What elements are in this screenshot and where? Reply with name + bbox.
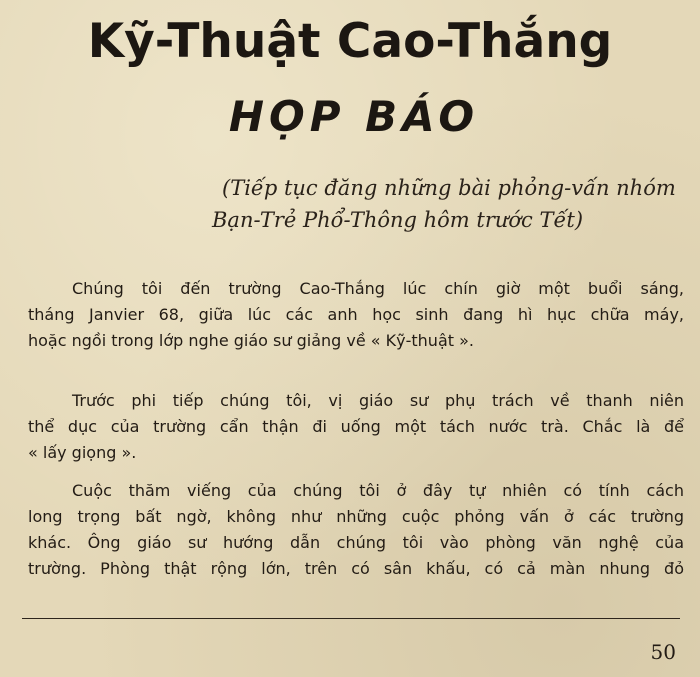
- headline: Kỹ-Thuật Cao-Thắng: [87, 14, 613, 69]
- paragraph-line: trường. Phòng thật rộng lớn, trên có sân khấu, có cả màn nhung đỏ: [28, 559, 684, 578]
- intro-note-line: Bạn-Trẻ Phổ-Thông hôm trước Tết): [212, 208, 584, 232]
- paragraph-line: long trọng bất ngờ, không như những cuộc phỏng vấn ở các trường: [28, 507, 684, 526]
- paragraph-line: tháng Janvier 68, giữa lúc các anh học sinh đang hì hục chữa máy,: [28, 305, 684, 324]
- paragraph-3: [28, 478, 684, 582]
- intro-note-line: (Tiếp tục đăng những bài phỏng-vấn nhóm: [222, 176, 676, 200]
- paragraph-line: khác. Ông giáo sư hướng dẫn chúng tôi vào phòng văn nghệ của: [28, 533, 684, 552]
- paragraph-line: hoặc ngồi trong lớp nghe giáo sư giảng về « Kỹ-thuật ».: [28, 331, 474, 350]
- paragraph-2: [28, 388, 684, 466]
- paragraph-line: Cuộc thăm viếng của chúng tôi ở đây tự nhiên có tính cách: [72, 481, 684, 500]
- paragraph-line: Chúng tôi đến trường Cao-Thắng lúc chín giờ một buổi sáng,: [72, 279, 684, 298]
- page-number: 50: [650, 640, 676, 664]
- paragraph-line: « lấy giọng ».: [28, 443, 137, 462]
- footer-rule: [22, 618, 680, 619]
- paragraph-1: [28, 276, 684, 354]
- subhead: HỌP BÁO: [228, 92, 480, 141]
- intro-note: [180, 172, 680, 236]
- paragraph-line: Trước phi tiếp chúng tôi, vị giáo sư phụ trách về thanh niên: [72, 391, 684, 410]
- paragraph-line: thể dục của trường cẩn thận đi uống một tách nước trà. Chắc là để: [28, 417, 684, 436]
